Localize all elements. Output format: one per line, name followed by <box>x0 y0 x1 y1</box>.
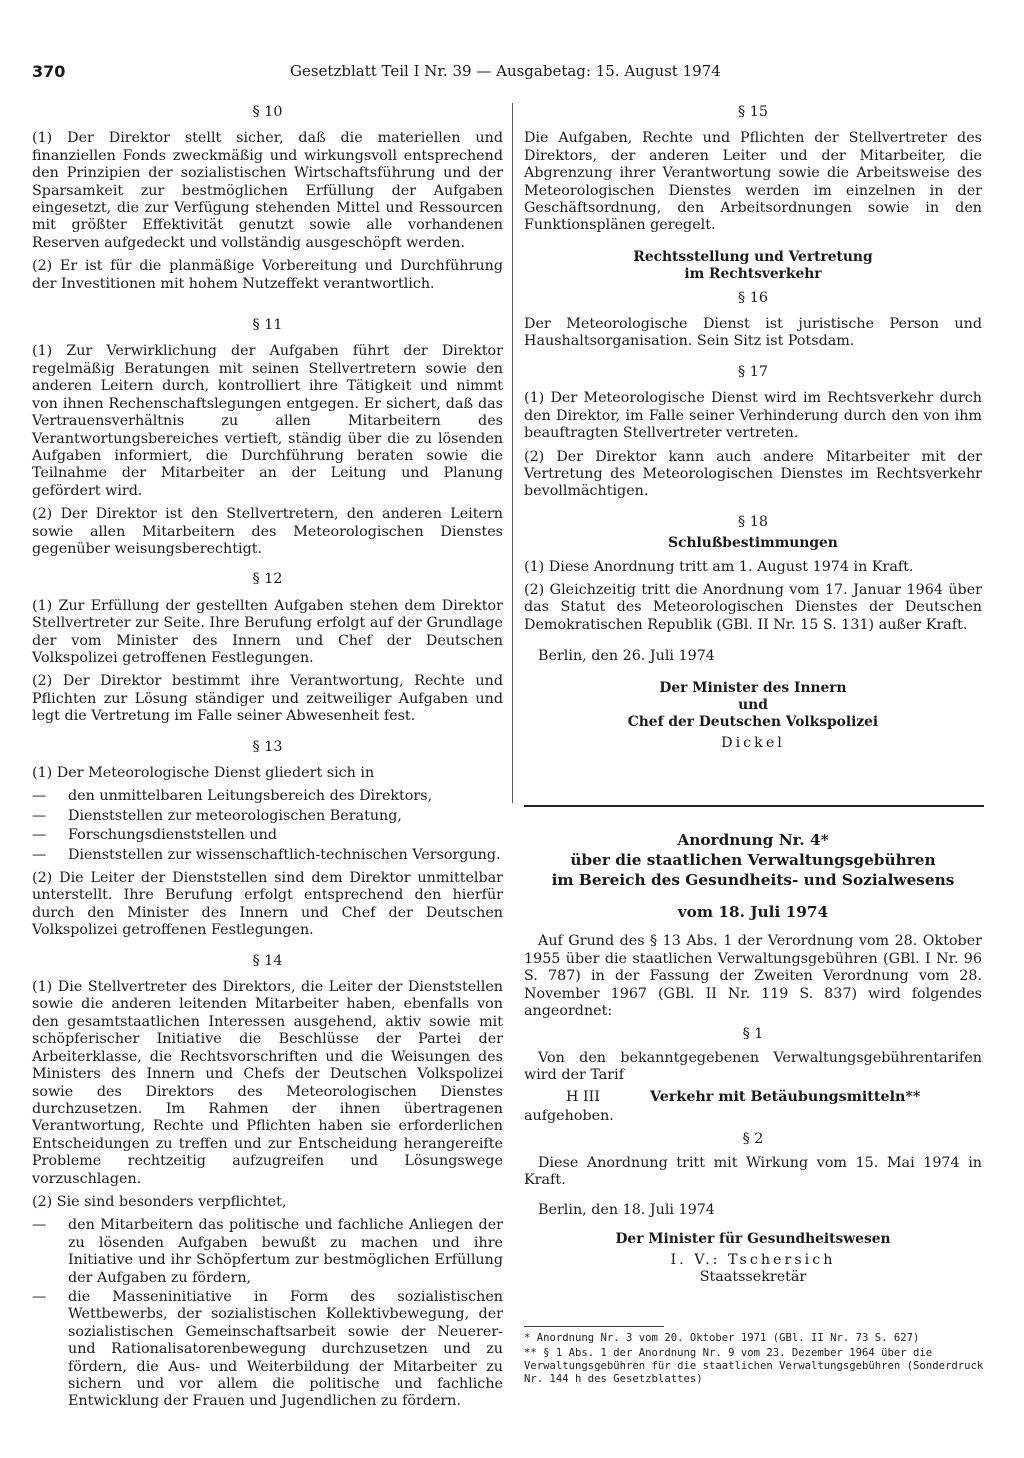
heading-line: Rechtsstellung und Vertretung <box>633 248 873 265</box>
paragraph: Die Aufgaben, Rechte und Pflichten der Stellvertreter des Direktors, der anderen Leiter und der Mitarbeiter, die Abgrenzung ihrer Verantwortung sowie die Arbeitsweise des Meteorologischen Dienstes werden im einzelnen in der Geschäftsordnung, den Arbeitsordnungen sowie in den Funktionsplänen geregelt. <box>524 130 982 234</box>
signer-line: Der Minister des Innern <box>659 679 847 696</box>
paragraph: Von den bekanntgegebenen Verwaltungsgebührentarifen wird der Tarif <box>524 1049 982 1084</box>
ordinance-block <box>524 830 982 1286</box>
signature-block <box>524 680 982 753</box>
paragraph: (1) Der Meteorologische Dienst gliedert sich in <box>32 765 375 781</box>
list-item: — den Mitarbeitern das politische und fachliche Anliegen der zu lösenden Aufgaben bewußt zu machen und ihre Initiative und ihr Schöpfertum zur bestmöglichen Erfüllung der Aufgaben zu fördern, <box>32 1217 503 1287</box>
article-1 <box>524 1026 982 1125</box>
section-15 <box>524 104 982 235</box>
footnote: ** § 1 Abs. 1 der Anordnung Nr. 9 vom 23. Dezember 1964 über die Verwaltungsgebühren für die staatlichen Verwaltungsgebühren (Sonderdruck Nr. 144 h des Gesetzblattes) <box>524 1347 984 1385</box>
section-title: § 17 <box>738 363 768 380</box>
ordinance-date: vom 18. Juli 1974 <box>677 903 829 921</box>
article-2 <box>524 1131 982 1189</box>
section-17 <box>524 364 982 501</box>
section-title: § 2 <box>742 1131 764 1148</box>
section-title: § 11 <box>252 317 283 334</box>
section-14 <box>32 953 503 1411</box>
footnotes <box>524 1332 984 1388</box>
signer-line: Chef der Deutschen Volkspolizei <box>627 714 879 731</box>
section-title: § 16 <box>738 289 768 306</box>
section-title: § 18 <box>738 513 768 530</box>
paragraph: Auf Grund des § 13 Abs. 1 der Verordnung vom 28. Oktober 1955 über die staatlichen Verwaltungsgebühren (GBl. I Nr. 96 S. 787) in der Fassung der Zweiten Verordnung vom 28. November 1967 (GBl. II Nr. 119 S. 837) wird folgendes angeordnet: <box>524 933 982 1020</box>
paragraph: (2) Der Direktor ist den Stellvertretern, den anderen Leitern sowie allen Mitarbeitern des Meteorologischen Dienstes gegenüber weisungsberechtigt. <box>32 506 503 557</box>
gazette-header-title: Gesetzblatt Teil I Nr. 39 — Ausgabetag: 15. August 1974 <box>290 62 721 80</box>
list-item: — Forschungsdienststellen und <box>32 827 503 844</box>
paragraph: (1) Die Stellvertreter des Direktors, die Leiter der Dienststellen sowie die anderen leitenden Mitarbeiter haben, ebenfalls von den gesamtstaatlichen Interessen ausgehend, aktiv sowie mit schöpferischer Initiative die Beschlüsse der Partei der Arbeiterklasse, die Rechtsvorschriften und die Weisungen des Ministers des Innern und Chefs der Deutschen Volkspolizei sowie des Direktors des Meteorologischen Dienstes durchzusetzen. Im Rahmen der ihnen übertragenen Verantwortung, Rechte und Pflichten haben sie erforderlichen Entscheidungen zu treffen und zur Entscheidung herangereifte Probleme rechtzeitig aufzugreifen und Lösungswege vorzuschlagen. <box>32 979 503 1187</box>
paragraph: (2) Gleichzeitig tritt die Anordnung vom 17. Januar 1964 über das Statut des Meteorologischen Dienstes der Deutschen Demokratischen Republik (GBl. II Nr. 15 S. 131) außer Kraft. <box>524 581 982 633</box>
right-column <box>524 104 982 752</box>
section-title: § 1 <box>742 1026 764 1043</box>
section-separator <box>524 805 984 807</box>
ordinance-title <box>524 830 982 890</box>
paragraph: (1) Zur Verwirklichung der Aufgaben führt der Direktor regelmäßig Beratungen mit seinen Stellvertretern sowie den anderen Leitern durch, kontrolliert ihre Tätigkeit und nimmt von ihnen Rechenschaftslegungen entgegen. Er sichert, daß das Vertrauensverhältnis zu allen Mitarbeitern des Verantwortungsbereiches vertieft, ständig über die zu lösenden Aufgaben informiert, die Durchführung beraten sowie die Teilnahme der Mitarbeiter an der Leitung und Planung gefördert wird. <box>32 343 503 499</box>
signer-line: Der Minister für Gesundheitswesen <box>615 1231 891 1248</box>
section-10 <box>32 104 503 293</box>
paragraph: (1) Diese Anordnung tritt am 1. August 1974 in Kraft. <box>524 558 914 575</box>
signer-line: und <box>738 696 768 713</box>
dash-list <box>32 788 503 864</box>
paragraph: Der Meteorologische Dienst ist juristische Person und Haushaltsorganisation. Sein Sitz ist Potsdam. <box>524 316 982 350</box>
signature-block <box>524 1231 982 1286</box>
left-column <box>32 104 503 1417</box>
page-header <box>32 62 992 86</box>
section-title: § 14 <box>252 952 283 969</box>
list-item: — Dienststellen zur wissenschaftlich-technischen Versorgung. <box>32 847 503 864</box>
signature-name: I. V.: Tschersich <box>670 1251 836 1268</box>
paragraph: (1) Zur Erfüllung der gestellten Aufgaben stehen dem Direktor Stellvertreter zur Seite. Ihre Berufung erfolgt auf der Grundlage der vom Minister des Innern und Chef der Deutschen Volkspolizei getroffenen Festlegungen. <box>32 597 503 666</box>
section-16 <box>524 290 982 351</box>
paragraph: (2) Der Direktor bestimmt ihre Verantwortung, Rechte und Pflichten zur Lösung ständiger und zeitweiliger Aufgaben und legt die Vertretung im Falle seiner Abwesenheit fest. <box>32 673 503 725</box>
signer-role: Staatssekretär <box>699 1268 807 1285</box>
section-title: § 15 <box>738 104 768 120</box>
page-number: 370 <box>32 62 66 81</box>
paragraph: aufgehoben. <box>524 1108 614 1125</box>
section-13 <box>32 739 503 940</box>
paragraph: (2) Der Direktor kann auch andere Mitarbeiter mit der Vertretung des Meteorologischen Dienstes im Rechtsverkehr bevollmächtigen. <box>524 448 982 500</box>
title-line: im Bereich des Gesundheits- und Sozialwesens <box>551 871 955 889</box>
paragraph: Diese Anordnung tritt mit Wirkung vom 15. Mai 1974 in Kraft. <box>524 1154 982 1189</box>
heading-legal-status <box>524 249 982 284</box>
tariff-text: Verkehr mit Betäubungsmitteln** <box>650 1088 921 1105</box>
section-title: § 12 <box>252 571 283 588</box>
list-item: — den unmittelbaren Leitungsbereich des Direktors, <box>32 788 503 805</box>
tariff-row <box>524 1089 982 1106</box>
column-divider <box>512 103 513 803</box>
section-12 <box>32 571 503 725</box>
section-11 <box>32 317 503 558</box>
paragraph: (2) Sie sind besonders verpflichtet, <box>32 1193 287 1210</box>
place-date: Berlin, den 18. Juli 1974 <box>538 1201 715 1218</box>
signature-name: Dickel <box>721 734 785 751</box>
paragraph: (1) Der Direktor stellt sicher, daß die materiellen und finanziellen Fonds zweckmäßig und wirkungsvoll entsprechend den Prinzipien der sozialistischen Wirtschaftsführung und der Sparsamkeit zur bestmöglichen Erfüllung der Aufgaben eingesetzt, die zur Verfügung stehenden Mittel und Ressourcen mit größter Effektivität genutzt sowie alle vorhandenen Reserven aufgedeckt und vollständig ausgeschöpft werden. <box>32 130 503 251</box>
title-line: über die staatlichen Verwaltungsgebühren <box>570 851 936 869</box>
list-item: — die Masseninitiative in Form des sozialistischen Wettbewerbs, der sozialistischen Kollektivbewegung, der sozialistischen Gemeinschaftsarbeit sowie der Neuerer- und Rationalisatorenbewegung durchzusetzen und zu fördern, die Aus- und Weiterbildung der Mitarbeiter zu sichern und vor allem die politische und fachliche Entwicklung der Frauen und Jugendlichen zu fördern. <box>32 1289 503 1411</box>
paragraph: (2) Er ist für die planmäßige Vorbereitung und Durchführung der Investitionen mit hohem Nutzeffekt verantwortlich. <box>32 258 503 292</box>
section-title: § 10 <box>252 104 283 120</box>
title-line: Anordnung Nr. 4* <box>677 831 829 849</box>
footnote: * Anordnung Nr. 3 vom 20. Oktober 1971 (GBl. II Nr. 73 S. 627) <box>524 1332 920 1344</box>
place-date: Berlin, den 26. Juli 1974 <box>538 648 715 665</box>
footnote-rule <box>524 1326 664 1327</box>
section-title: § 13 <box>252 738 283 755</box>
dash-list <box>32 1217 503 1410</box>
list-item: — Dienststellen zur meteorologischen Beratung, <box>32 808 503 825</box>
heading-final-provisions: Schlußbestimmungen <box>668 535 838 552</box>
section-18 <box>524 514 982 634</box>
paragraph: (2) Die Leiter der Dienststellen sind dem Direktor unmittelbar unterstellt. Ihre Berufung erfolgt entsprechend den hierfür durch den Minister des Innern und Chef der Deutschen Volkspolizei getroffenen Festlegungen. <box>32 870 503 939</box>
tariff-code: H III <box>566 1088 600 1105</box>
heading-line: im Rechtsverkehr <box>684 266 822 283</box>
paragraph: (1) Der Meteorologische Dienst wird im Rechtsverkehr durch den Direktor, im Falle seiner Verhinderung durch den von ihm beauftragten Stellvertreter vertreten. <box>524 390 982 442</box>
